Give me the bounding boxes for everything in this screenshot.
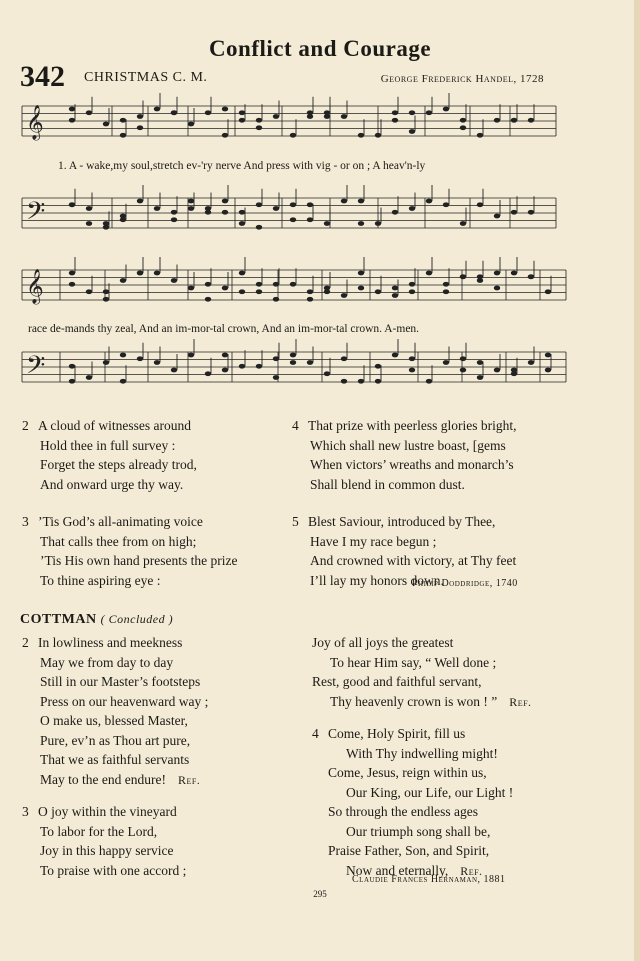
verse-line: May we from day to day — [40, 654, 174, 670]
note-head — [205, 210, 211, 215]
note-head — [103, 289, 109, 294]
note-head — [103, 297, 109, 302]
verse-line: 5 Blest Saviour, introduced by Thee, — [292, 512, 516, 532]
note-head — [171, 368, 177, 373]
verse-line: And onward urge thy way. — [40, 476, 184, 492]
note-head — [120, 133, 126, 138]
note-head — [273, 297, 279, 302]
note-head — [307, 297, 313, 302]
note-head — [137, 114, 143, 119]
note-head — [409, 356, 415, 361]
note-head — [239, 271, 245, 276]
note-head — [222, 286, 228, 291]
note-head — [409, 368, 415, 373]
verse-line: So through the endless ages — [328, 804, 478, 819]
note-head — [103, 221, 109, 226]
note-head — [341, 356, 347, 361]
note-head — [256, 202, 262, 207]
note-head — [460, 125, 466, 130]
verse-line: Joy in this happy service — [40, 843, 174, 858]
verse-line: Rest, good and faithful servant, — [312, 674, 482, 689]
page-number: 295 — [313, 889, 327, 899]
note-head — [222, 107, 228, 112]
note-head — [239, 364, 245, 369]
note-head — [290, 217, 296, 222]
note-head — [409, 206, 415, 211]
note-head — [188, 122, 194, 127]
verse-line: When victors’ wreaths and monarch’s — [310, 457, 514, 472]
note-head — [290, 282, 296, 287]
note-head — [137, 125, 143, 130]
cottman-credit: Claudie Frances Hernaman, 1881 — [352, 874, 506, 885]
ref-label: Ref. — [509, 694, 532, 709]
note-head — [222, 210, 228, 215]
verse-line: 2 In lowliness and meekness — [22, 633, 208, 653]
note-head — [103, 122, 109, 127]
note-head — [239, 221, 245, 226]
note-head — [137, 199, 143, 204]
verse-number: 4 — [312, 726, 319, 741]
verse-line: 4 That prize with peerless glories bright, — [292, 416, 516, 436]
note-head — [477, 278, 483, 283]
note-head — [528, 274, 534, 279]
note-head — [69, 379, 75, 384]
note-head — [307, 202, 313, 207]
note-head — [205, 282, 211, 287]
note-head — [477, 360, 483, 365]
note-head — [69, 202, 75, 207]
verse-gap — [292, 494, 516, 512]
cottman-right — [312, 633, 532, 881]
verse-line: Come, Jesus, reign within us, — [328, 765, 487, 780]
verse-line: That we as faithful servants — [40, 752, 190, 767]
verse-number: 5 — [292, 514, 299, 529]
lyric-line-1: 1. A - wake,my soul,stretch ev-'ry nerve And press with vig - or on ; A heav'n-ly — [58, 160, 426, 172]
note-head — [409, 289, 415, 294]
note-head — [545, 289, 551, 294]
note-head — [545, 368, 551, 373]
note-head — [494, 286, 500, 291]
ref-label: Ref. — [177, 772, 201, 787]
note-head — [154, 206, 160, 211]
note-head — [528, 118, 534, 123]
note-head — [426, 199, 432, 204]
note-head — [443, 107, 449, 112]
note-head — [307, 289, 313, 294]
note-head — [392, 110, 398, 115]
verse-line: Our triumph song shall be, — [346, 823, 491, 839]
music-score — [0, 0, 640, 400]
note-head — [477, 375, 483, 380]
note-head — [256, 289, 262, 294]
note-head — [341, 293, 347, 298]
verse-number: 2 — [22, 418, 29, 433]
note-head — [375, 379, 381, 384]
verse-line: Pure, ev’n as Thou art pure, — [40, 732, 191, 748]
note-head — [188, 199, 194, 204]
cottman-left — [22, 633, 208, 880]
note-head — [171, 110, 177, 115]
ref-label: Ref. — [460, 863, 483, 878]
note-head — [120, 379, 126, 384]
note-head — [528, 360, 534, 365]
note-head — [392, 353, 398, 358]
note-head — [375, 133, 381, 138]
note-head — [69, 364, 75, 369]
note-head — [409, 110, 415, 115]
note-head — [392, 286, 398, 291]
verses-right — [292, 416, 516, 590]
verse-line: With Thy indwelling might! — [346, 745, 498, 761]
note-head — [545, 353, 551, 358]
note-head — [154, 107, 160, 112]
note-head — [188, 353, 194, 358]
note-head — [426, 379, 432, 384]
note-head — [205, 297, 211, 302]
note-head — [443, 289, 449, 294]
note-head — [477, 202, 483, 207]
note-head — [358, 221, 364, 226]
verse-line: Forget the steps already trod, — [40, 457, 197, 472]
note-head — [511, 368, 517, 373]
note-head — [69, 271, 75, 276]
note-head — [120, 353, 126, 358]
verse-line: 4 Come, Holy Spirit, fill us — [312, 724, 532, 744]
verse-number: 3 — [22, 514, 29, 529]
note-head — [290, 353, 296, 358]
note-head — [222, 368, 228, 373]
verse-line: Which shall new lustre boast, [gems — [310, 437, 506, 453]
note-head — [239, 110, 245, 115]
note-head — [358, 133, 364, 138]
note-head — [409, 129, 415, 134]
note-head — [511, 118, 517, 123]
note-head — [358, 271, 364, 276]
note-head — [137, 271, 143, 276]
note-head — [324, 289, 330, 294]
note-head — [494, 271, 500, 276]
note-head — [273, 114, 279, 119]
note-head — [69, 282, 75, 287]
verse-line: To labor for the Lord, — [40, 823, 158, 839]
note-head — [239, 118, 245, 123]
note-head — [460, 368, 466, 373]
verse-gap — [22, 790, 208, 802]
note-head — [460, 118, 466, 123]
verse-line: Shall blend in common dust. — [310, 476, 465, 492]
verse-line: Hold thee in full survey : — [40, 437, 176, 453]
note-head — [239, 289, 245, 294]
note-head — [528, 210, 534, 215]
treble-clef-icon: 𝄞 — [26, 269, 44, 304]
verse-line: To thine aspiring eye : — [40, 572, 161, 588]
note-head — [86, 375, 92, 380]
note-head — [375, 364, 381, 369]
verse-line: And crowned with victory, at Thy feet — [310, 553, 517, 568]
note-head — [392, 210, 398, 215]
note-head — [154, 271, 160, 276]
note-head — [205, 371, 211, 376]
verse-line: That calls thee from on high; — [40, 533, 197, 549]
note-head — [86, 110, 92, 115]
note-head — [120, 278, 126, 283]
note-head — [171, 210, 177, 215]
note-head — [120, 118, 126, 123]
note-head — [154, 360, 160, 365]
note-head — [256, 225, 262, 230]
note-head — [443, 282, 449, 287]
note-head — [324, 221, 330, 226]
note-head — [120, 214, 126, 219]
note-head — [358, 286, 364, 291]
note-head — [290, 360, 296, 365]
note-head — [324, 114, 330, 119]
section-title: Conflict and Courage — [208, 36, 432, 61]
note-head — [511, 210, 517, 215]
note-head — [494, 118, 500, 123]
note-head — [273, 356, 279, 361]
verse-line: 3 ’Tis God’s all-animating voice — [22, 512, 237, 532]
note-head — [256, 282, 262, 287]
note-head — [307, 114, 313, 119]
note-head — [358, 199, 364, 204]
note-head — [222, 133, 228, 138]
note-head — [341, 379, 347, 384]
note-head — [69, 107, 75, 112]
composer-credit: George Frederick Handel, 1728 — [380, 73, 544, 85]
note-head — [273, 206, 279, 211]
note-head — [375, 221, 381, 226]
cottman-subtitle: ( Concluded ) — [100, 612, 174, 626]
verse-line: Still in our Master’s footsteps — [40, 674, 201, 689]
verse-line: To hear Him say, “ Well done ; — [330, 654, 497, 670]
note-head — [256, 125, 262, 130]
note-head — [222, 199, 228, 204]
note-head — [188, 206, 194, 211]
verse-number: 2 — [22, 635, 29, 650]
verse-line: I’ll lay my honors down. — [310, 572, 444, 588]
note-head — [188, 286, 194, 291]
tune-name: CHRISTMAS C. M. — [84, 70, 208, 85]
hymn-number: 342 — [20, 60, 65, 93]
verses-left — [22, 416, 237, 590]
author-credit: Philip Doddridge, 1740 — [412, 578, 518, 589]
note-head — [256, 118, 262, 123]
verse-line: O make us, blessed Master, — [40, 713, 188, 728]
verse-line: May to the end endure! Ref. — [40, 771, 201, 787]
note-head — [341, 199, 347, 204]
note-head — [86, 289, 92, 294]
note-head — [137, 356, 143, 361]
note-head — [460, 221, 466, 226]
verse-line: 2 A cloud of witnesses around — [22, 416, 237, 436]
note-head — [273, 375, 279, 380]
lyric-line-2: race de-mands thy zeal, And an im-mor-tal crown, And an im-mor-tal crown. A-men. — [28, 323, 420, 335]
note-head — [426, 271, 432, 276]
note-head — [256, 364, 262, 369]
verse-line: Now and eternally, Ref. — [346, 862, 483, 878]
note-head — [341, 114, 347, 119]
verse-line: To praise with one accord ; — [40, 862, 187, 878]
treble-clef-icon: 𝄞 — [26, 105, 44, 140]
note-head — [290, 133, 296, 138]
note-head — [171, 278, 177, 283]
note-head — [460, 274, 466, 279]
bass-clef-icon: 𝄢 — [26, 197, 46, 232]
verse-line: Our King, our Life, our Light ! — [346, 784, 514, 800]
note-head — [307, 217, 313, 222]
note-head — [171, 217, 177, 222]
verse-line: ’Tis His own hand presents the prize — [40, 553, 238, 568]
note-head — [103, 360, 109, 365]
bass-clef-icon: 𝄢 — [26, 351, 46, 386]
note-head — [69, 118, 75, 123]
note-head — [392, 293, 398, 298]
note-head — [426, 110, 432, 115]
verse-line: Thy heavenly crown is won ! ” Ref. — [330, 693, 532, 709]
note-head — [494, 214, 500, 219]
note-head — [86, 221, 92, 226]
verse-gap — [22, 494, 237, 512]
cottman-title: COTTMAN — [20, 612, 97, 627]
cottman-heading — [20, 612, 173, 628]
note-head — [494, 368, 500, 373]
verse-line: 3 O joy within the vineyard — [22, 802, 208, 822]
note-head — [86, 206, 92, 211]
note-head — [392, 118, 398, 123]
verse-gap — [312, 712, 532, 724]
note-head — [358, 379, 364, 384]
verse-number: 3 — [22, 804, 29, 819]
note-head — [239, 210, 245, 215]
note-head — [511, 271, 517, 276]
note-head — [443, 202, 449, 207]
verse-line: Have I my race begun ; — [310, 533, 437, 549]
verse-line: Press on our heavenward way ; — [40, 693, 209, 709]
verse-line: Joy of all joys the greatest — [312, 635, 454, 650]
note-head — [222, 353, 228, 358]
note-head — [409, 282, 415, 287]
note-head — [375, 289, 381, 294]
note-head — [205, 110, 211, 115]
verse-line: Praise Father, Son, and Spirit, — [328, 843, 490, 858]
note-head — [290, 202, 296, 207]
note-head — [443, 360, 449, 365]
note-head — [324, 371, 330, 376]
note-head — [460, 356, 466, 361]
note-head — [477, 133, 483, 138]
note-head — [273, 282, 279, 287]
verse-number: 4 — [292, 418, 299, 433]
note-head — [307, 360, 313, 365]
